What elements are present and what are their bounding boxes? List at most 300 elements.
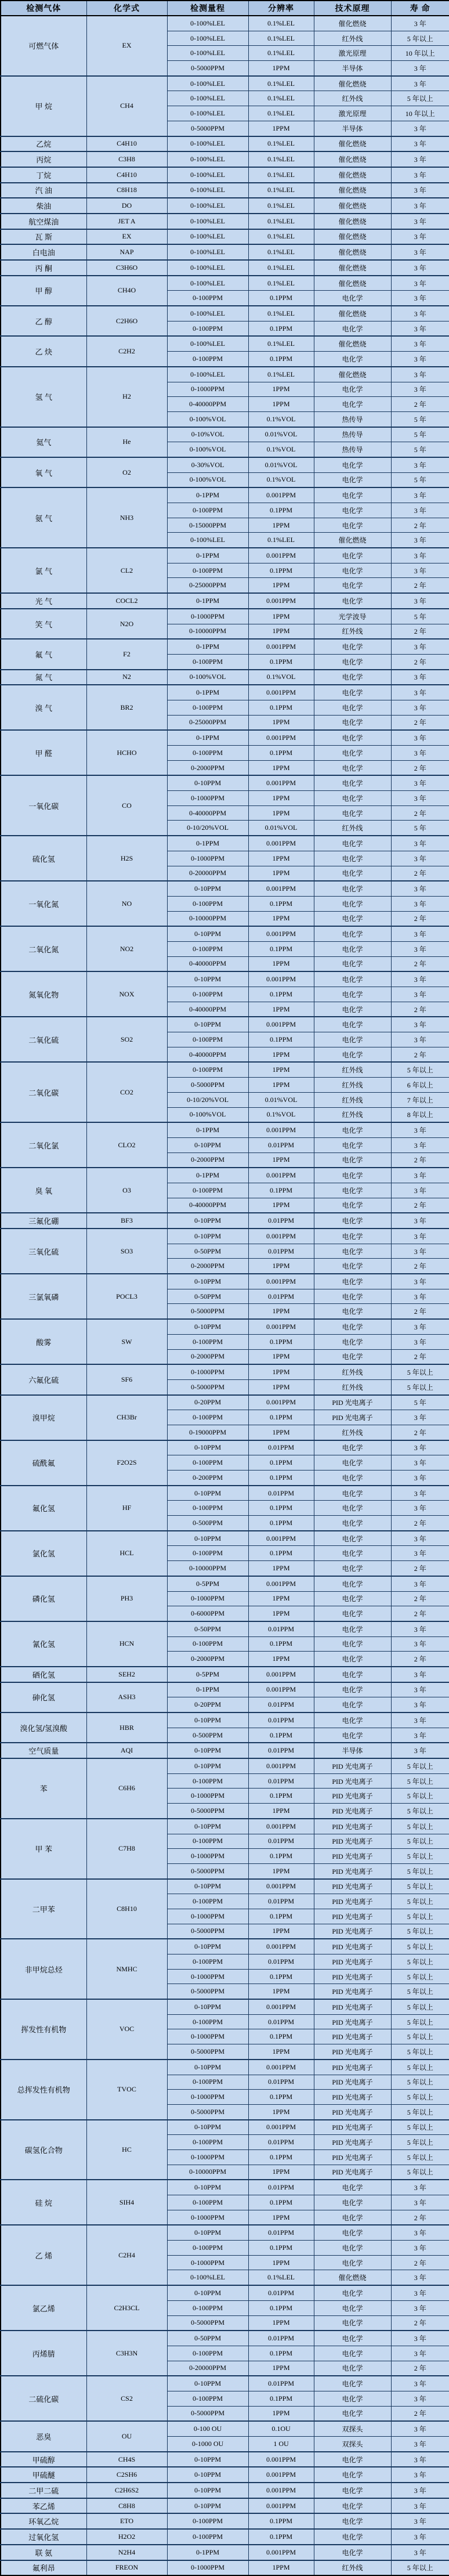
spec-row: [1, 1364, 449, 1379]
spec-row: [1, 1229, 449, 1244]
formula-cell: SO3: [86, 1229, 167, 1274]
resolution-cell: 0.001PPM: [248, 685, 314, 700]
lifetime-cell: 3 年: [391, 1122, 449, 1137]
lifetime-cell: 3 年: [391, 1471, 449, 1486]
resolution-cell: 0.1PPM: [248, 1849, 314, 1864]
lifetime-cell: 3 年: [391, 1576, 449, 1591]
gas-name-cell: 氟利昂: [1, 2560, 86, 2576]
lifetime-cell: 3 年: [391, 2195, 449, 2210]
formula-cell: C4H10: [86, 136, 167, 152]
gas-name-cell: 二氧化硫: [1, 1017, 86, 1062]
range-cell: 0-100PPM: [167, 941, 248, 956]
principle-cell: 光学波导: [314, 609, 391, 624]
principle-cell: PID 光电离子: [314, 1758, 391, 1773]
resolution-cell: 0.1%LEL: [248, 367, 314, 382]
lifetime-cell: 3 年: [391, 136, 449, 152]
principle-cell: 催化燃烧: [314, 136, 391, 152]
spec-row: [1, 1122, 449, 1137]
gas-name-cell: 笑 气: [1, 609, 86, 639]
lifetime-cell: 3 年: [391, 1229, 449, 1244]
range-cell: 0-10/20%VOL: [167, 821, 248, 836]
resolution-cell: 0.1PPM: [248, 1516, 314, 1531]
resolution-cell: 0.001PPM: [248, 1017, 314, 1032]
range-cell: 0-1PPM: [167, 548, 248, 563]
formula-cell: F2: [86, 639, 167, 669]
resolution-cell: 1PPM: [248, 851, 314, 866]
lifetime-cell: 2 年: [391, 1002, 449, 1017]
principle-cell: 热传导: [314, 442, 391, 457]
resolution-cell: 0.001PPM: [248, 2483, 314, 2498]
principle-cell: 电化学: [314, 2255, 391, 2270]
range-cell: 0-1000PPM: [167, 2210, 248, 2225]
formula-cell: SF6: [86, 1364, 167, 1394]
resolution-cell: 0.1PPM: [248, 1789, 314, 1804]
principle-cell: 电化学: [314, 563, 391, 578]
principle-cell: 电化学: [314, 956, 391, 971]
resolution-cell: 0.1%LEL: [248, 46, 314, 61]
range-cell: 0-1000PPM: [167, 2255, 248, 2270]
resolution-cell: 0.01PPM: [248, 2180, 314, 2195]
range-cell: 0-100PPM: [167, 321, 248, 336]
principle-cell: 电化学: [314, 1334, 391, 1349]
principle-cell: 激光原理: [314, 106, 391, 121]
principle-cell: 催化燃烧: [314, 336, 391, 351]
lifetime-cell: 5 年以上: [391, 1999, 449, 2014]
spec-row: [1, 1213, 449, 1229]
principle-cell: 红外线: [314, 624, 391, 639]
principle-cell: 电化学: [314, 1229, 391, 1244]
range-cell: 0-1000PPM: [167, 2560, 248, 2576]
resolution-cell: 1PPM: [248, 382, 314, 397]
range-cell: 0-100PPM: [167, 1334, 248, 1349]
header-row: [1, 1, 449, 16]
formula-cell: C8H10: [86, 1879, 167, 1939]
spec-row: [1, 214, 449, 229]
resolution-cell: 0.001PPM: [248, 2467, 314, 2483]
range-cell: 0-1000PPM: [167, 382, 248, 397]
formula-cell: C2H2: [86, 336, 167, 366]
lifetime-cell: 5 年以上: [391, 1789, 449, 1804]
principle-cell: PID 光电离子: [314, 1999, 391, 2014]
resolution-cell: 0.001PPM: [248, 2545, 314, 2560]
lifetime-cell: 3 年: [391, 2241, 449, 2256]
principle-cell: 电化学: [314, 2225, 391, 2240]
range-cell: 0-5000PPM: [167, 61, 248, 76]
range-cell: 0-10PPM: [167, 1229, 248, 1244]
resolution-cell: 1 OU: [248, 2437, 314, 2452]
range-cell: 0-100%VOL: [167, 670, 248, 685]
spec-row: [1, 151, 449, 167]
lifetime-cell: 3 年: [391, 1032, 449, 1047]
principle-cell: PID 光电离子: [314, 1939, 391, 1954]
gas-name-cell: 乙 烯: [1, 2225, 86, 2285]
lifetime-cell: 3 年: [391, 2421, 449, 2436]
principle-cell: 电化学: [314, 2315, 391, 2331]
lifetime-cell: 3 年: [391, 533, 449, 548]
lifetime-cell: 3 年: [391, 896, 449, 911]
lifetime-cell: 2 年: [391, 1516, 449, 1531]
formula-cell: C8H8: [86, 2498, 167, 2514]
range-cell: 0-10000PPM: [167, 2165, 248, 2180]
resolution-cell: 0.1%LEL: [248, 136, 314, 152]
spec-row: [1, 457, 449, 472]
lifetime-cell: 2 年: [391, 1606, 449, 1621]
resolution-cell: 1PPM: [248, 956, 314, 971]
range-cell: 0-20PPM: [167, 1697, 248, 1712]
formula-cell: H2S: [86, 836, 167, 881]
resolution-cell: 0.001PPM: [248, 487, 314, 503]
formula-cell: C2H6O: [86, 306, 167, 336]
spec-row: [1, 730, 449, 745]
resolution-cell: 0.01PPM: [248, 1137, 314, 1152]
table-body: [1, 16, 449, 2575]
principle-cell: 电化学: [314, 775, 391, 790]
range-cell: 0-50PPM: [167, 1621, 248, 1636]
principle-cell: 半导体: [314, 61, 391, 76]
lifetime-cell: 5 年: [391, 427, 449, 442]
lifetime-cell: 3 年: [391, 593, 449, 609]
gas-name-cell: 乙 醇: [1, 306, 86, 336]
lifetime-cell: 3 年: [391, 2346, 449, 2361]
formula-cell: BR2: [86, 685, 167, 730]
lifetime-cell: 3 年: [391, 563, 449, 578]
resolution-cell: 0.1PPM: [248, 941, 314, 956]
resolution-cell: 0.001PPM: [248, 2060, 314, 2075]
range-cell: 0-40000PPM: [167, 1047, 248, 1062]
range-cell: 0-40000PPM: [167, 397, 248, 412]
gas-name-cell: 六氟化硫: [1, 1364, 86, 1394]
lifetime-cell: 5 年: [391, 411, 449, 427]
lifetime-cell: 2 年: [391, 956, 449, 971]
resolution-cell: 0.001PPM: [248, 1395, 314, 1410]
lifetime-cell: 3 年: [391, 791, 449, 806]
gas-name-cell: 二氧化碳: [1, 1062, 86, 1122]
range-cell: 0-10PPM: [167, 2376, 248, 2391]
principle-cell: 电化学: [314, 2300, 391, 2315]
lifetime-cell: 5 年以上: [391, 1364, 449, 1379]
principle-cell: 电化学: [314, 941, 391, 956]
formula-cell: CH4S: [86, 2452, 167, 2467]
resolution-cell: 0.1%LEL: [248, 91, 314, 106]
lifetime-cell: 3 年: [391, 2225, 449, 2240]
resolution-cell: 0.001PPM: [248, 1758, 314, 1773]
lifetime-cell: 3 年: [391, 151, 449, 167]
resolution-cell: 1PPM: [248, 2165, 314, 2180]
principle-cell: 电化学: [314, 639, 391, 654]
lifetime-cell: 5 年以上: [391, 1879, 449, 1894]
principle-cell: PID 光电离子: [314, 1804, 391, 1819]
resolution-cell: 0.01PPM: [248, 1244, 314, 1259]
lifetime-cell: 5 年: [391, 1395, 449, 1410]
spec-row: [1, 1531, 449, 1546]
lifetime-cell: 3 年: [391, 1546, 449, 1561]
range-cell: 0-100PPM: [167, 1410, 248, 1425]
lifetime-cell: 3 年: [391, 1319, 449, 1334]
principle-cell: 电化学: [314, 896, 391, 911]
lifetime-cell: 3 年: [391, 2331, 449, 2346]
gas-name-cell: 苯乙烯: [1, 2498, 86, 2514]
resolution-cell: 0.1%LEL: [248, 151, 314, 167]
gas-name-cell: 氰化氢: [1, 1621, 86, 1667]
spec-row: [1, 1939, 449, 1954]
range-cell: 0-100PPM: [167, 2529, 248, 2545]
spec-row: [1, 2560, 449, 2576]
gas-name-cell: 硒化氢: [1, 1667, 86, 1682]
lifetime-cell: 3 年: [391, 198, 449, 214]
principle-cell: 热传导: [314, 427, 391, 442]
principle-cell: 电化学: [314, 1697, 391, 1712]
lifetime-cell: 5 年以上: [391, 2120, 449, 2135]
range-cell: 0-10PPM: [167, 1531, 248, 1546]
principle-cell: PID 光电离子: [314, 1819, 391, 1834]
lifetime-cell: 5 年以上: [391, 2029, 449, 2044]
principle-cell: 电化学: [314, 2452, 391, 2467]
range-cell: 0-100%LEL: [167, 106, 248, 121]
lifetime-cell: 3 年: [391, 336, 449, 351]
spec-row: [1, 685, 449, 700]
range-cell: 0-10000PPM: [167, 1561, 248, 1576]
lifetime-cell: 5 年: [391, 821, 449, 836]
principle-cell: PID 光电离子: [314, 2090, 391, 2105]
lifetime-cell: 3 年: [391, 639, 449, 654]
range-cell: 0-1000PPM: [167, 609, 248, 624]
range-cell: 0-2000PPM: [167, 760, 248, 775]
principle-cell: 电化学: [314, 457, 391, 472]
lifetime-cell: 2 年: [391, 624, 449, 639]
range-cell: 0-5000PPM: [167, 2315, 248, 2331]
formula-cell: NO2: [86, 926, 167, 971]
formula-cell: N2: [86, 670, 167, 685]
resolution-cell: 1PPM: [248, 805, 314, 821]
resolution-cell: 1PPM: [248, 911, 314, 926]
range-cell: 0-100%LEL: [167, 367, 248, 382]
principle-cell: 电化学: [314, 1349, 391, 1364]
principle-cell: PID 光电离子: [314, 1984, 391, 1999]
resolution-cell: 0.1PPM: [248, 563, 314, 578]
formula-cell: C3H8: [86, 151, 167, 167]
lifetime-cell: 3 年: [391, 2437, 449, 2452]
lifetime-cell: 5 年以上: [391, 1984, 449, 1999]
spec-row: [1, 926, 449, 941]
lifetime-cell: 5 年: [391, 609, 449, 624]
lifetime-cell: 2 年: [391, 397, 449, 412]
principle-cell: 电化学: [314, 1304, 391, 1319]
resolution-cell: 1PPM: [248, 1561, 314, 1576]
spec-row: [1, 183, 449, 198]
principle-cell: 电化学: [314, 1168, 391, 1183]
lifetime-cell: 2 年: [391, 2255, 449, 2270]
range-cell: 0-100PPM: [167, 2195, 248, 2210]
spec-row: [1, 244, 449, 260]
principle-cell: 电化学: [314, 1546, 391, 1561]
lifetime-cell: 2 年: [391, 715, 449, 730]
principle-cell: 电化学: [314, 760, 391, 775]
range-cell: 0-100PPM: [167, 1062, 248, 1077]
lifetime-cell: 3 年: [391, 1697, 449, 1712]
principle-cell: 电化学: [314, 866, 391, 881]
principle-cell: 电化学: [314, 971, 391, 987]
range-cell: 0-10PPM: [167, 1879, 248, 1894]
lifetime-cell: 3 年: [391, 2285, 449, 2300]
range-cell: 0-5000PPM: [167, 1379, 248, 1394]
lifetime-cell: 3 年: [391, 2483, 449, 2498]
range-cell: 0-100%LEL: [167, 276, 248, 291]
gas-name-cell: 丙烷: [1, 151, 86, 167]
principle-cell: 电化学: [314, 1440, 391, 1455]
range-cell: 0-1000 OU: [167, 2437, 248, 2452]
range-cell: 0-100PPM: [167, 1455, 248, 1471]
formula-cell: C4H10: [86, 167, 167, 183]
spec-row: [1, 2545, 449, 2560]
range-cell: 0-100%LEL: [167, 533, 248, 548]
formula-cell: HCN: [86, 1621, 167, 1667]
range-cell: 0-1000PPM: [167, 1969, 248, 1984]
lifetime-cell: 3 年: [391, 1017, 449, 1032]
range-cell: 0-5000PPM: [167, 1984, 248, 1999]
principle-cell: 电化学: [314, 2529, 391, 2545]
lifetime-cell: 2 年: [391, 805, 449, 821]
formula-cell: SO2: [86, 1017, 167, 1062]
range-cell: 0-100%LEL: [167, 183, 248, 198]
lifetime-cell: 3 年: [391, 2270, 449, 2285]
resolution-cell: 0.1PPM: [248, 987, 314, 1002]
range-cell: 0-10PPM: [167, 1440, 248, 1455]
lifetime-cell: 3 年: [391, 487, 449, 503]
resolution-cell: 0.01PPM: [248, 1621, 314, 1636]
resolution-cell: 0.001PPM: [248, 1168, 314, 1183]
lifetime-cell: 3 年: [391, 941, 449, 956]
lifetime-cell: 3 年: [391, 2467, 449, 2483]
principle-cell: 电化学: [314, 881, 391, 896]
gas-name-cell: 甲 烷: [1, 76, 86, 136]
spec-row: [1, 136, 449, 152]
range-cell: 0-10PPM: [167, 1137, 248, 1152]
spec-row: [1, 76, 449, 91]
principle-cell: 电化学: [314, 1274, 391, 1289]
resolution-cell: 0.01%VOL: [248, 821, 314, 836]
resolution-cell: 0.1PPM: [248, 2346, 314, 2361]
resolution-cell: 0.01PPM: [248, 2285, 314, 2300]
formula-cell: C2H4: [86, 2225, 167, 2285]
range-cell: 0-10PPM: [167, 775, 248, 790]
principle-cell: 电化学: [314, 382, 391, 397]
formula-cell: C7H8: [86, 1819, 167, 1879]
lifetime-cell: 2 年: [391, 2361, 449, 2376]
resolution-cell: 0.01%VOL: [248, 457, 314, 472]
lifetime-cell: 5 年以上: [391, 1939, 449, 1954]
spec-row: [1, 1743, 449, 1758]
range-cell: 0-100%LEL: [167, 167, 248, 183]
resolution-cell: 0.1PPM: [248, 1636, 314, 1652]
resolution-cell: 1PPM: [248, 1804, 314, 1819]
range-cell: 0-500PPM: [167, 1728, 248, 1743]
range-cell: 0-5000PPM: [167, 2044, 248, 2060]
lifetime-cell: 3 年: [391, 457, 449, 472]
lifetime-cell: 5 年以上: [391, 2014, 449, 2029]
resolution-cell: 1PPM: [248, 1198, 314, 1213]
principle-cell: 激光原理: [314, 46, 391, 61]
principle-cell: 电化学: [314, 2391, 391, 2406]
range-cell: 0-10PPM: [167, 2120, 248, 2135]
resolution-cell: 0.001PPM: [248, 1274, 314, 1289]
formula-cell: CH4: [86, 76, 167, 136]
principle-cell: 电化学: [314, 836, 391, 851]
formula-cell: VOC: [86, 1999, 167, 2060]
resolution-cell: 0.1%LEL: [248, 229, 314, 245]
lifetime-cell: 3 年: [391, 382, 449, 397]
gas-name-cell: 一氧化氮: [1, 881, 86, 926]
formula-cell: HC: [86, 2120, 167, 2180]
lifetime-cell: 5 年以上: [391, 1894, 449, 1909]
lifetime-cell: 3 年: [391, 2452, 449, 2467]
range-cell: 0-100PPM: [167, 1894, 248, 1909]
range-cell: 0-100%LEL: [167, 151, 248, 167]
range-cell: 0-100%LEL: [167, 306, 248, 321]
gas-name-cell: 氟 气: [1, 639, 86, 669]
lifetime-cell: 2 年: [391, 1152, 449, 1168]
formula-cell: C2H3CL: [86, 2285, 167, 2331]
lifetime-cell: 3 年: [391, 1531, 449, 1546]
range-cell: 0-100%LEL: [167, 244, 248, 260]
resolution-cell: 0.01PPM: [248, 1954, 314, 1970]
formula-cell: FREON: [86, 2560, 167, 2576]
range-cell: 0-100PPM: [167, 291, 248, 306]
range-cell: 0-1000PPM: [167, 1364, 248, 1379]
principle-cell: 电化学: [314, 1017, 391, 1032]
resolution-cell: 0.001PPM: [248, 1122, 314, 1137]
resolution-cell: 0.001PPM: [248, 1531, 314, 1546]
lifetime-cell: 3 年: [391, 971, 449, 987]
lifetime-cell: 2 年: [391, 2315, 449, 2331]
resolution-cell: 1PPM: [248, 1984, 314, 1999]
lifetime-cell: 3 年: [391, 367, 449, 382]
resolution-cell: 0.1%LEL: [248, 183, 314, 198]
range-cell: 0-100%LEL: [167, 16, 248, 31]
resolution-cell: 0.001PPM: [248, 1229, 314, 1244]
column-header-range: 检测量程: [167, 1, 248, 16]
formula-cell: BF3: [86, 1213, 167, 1229]
formula-cell: PH3: [86, 1576, 167, 1621]
resolution-cell: 1PPM: [248, 1591, 314, 1606]
range-cell: 0-100%LEL: [167, 46, 248, 61]
spec-row: [1, 260, 449, 276]
gas-name-cell: 三氟化硼: [1, 1213, 86, 1229]
resolution-cell: 1PPM: [248, 1606, 314, 1621]
resolution-cell: 1PPM: [248, 1379, 314, 1394]
spec-row: [1, 670, 449, 685]
range-cell: 0-5000PPM: [167, 121, 248, 136]
range-cell: 0-100PPM: [167, 2346, 248, 2361]
lifetime-cell: 3 年: [391, 1636, 449, 1652]
lifetime-cell: 3 年: [391, 851, 449, 866]
lifetime-cell: 3 年: [391, 291, 449, 306]
resolution-cell: 0.1%LEL: [248, 31, 314, 46]
formula-cell: POCL3: [86, 1274, 167, 1319]
lifetime-cell: 2 年: [391, 1047, 449, 1062]
formula-cell: TVOC: [86, 2060, 167, 2120]
resolution-cell: 0.1%LEL: [248, 2270, 314, 2285]
range-cell: 0-100PPM: [167, 987, 248, 1002]
principle-cell: PID 光电离子: [314, 1954, 391, 1970]
resolution-cell: 0.1PPM: [248, 700, 314, 715]
principle-cell: 双探头: [314, 2421, 391, 2436]
principle-cell: 电化学: [314, 1712, 391, 1728]
lifetime-cell: 3 年: [391, 775, 449, 790]
spec-row: [1, 1712, 449, 1728]
principle-cell: 电化学: [314, 1244, 391, 1259]
gas-name-cell: 氯 气: [1, 548, 86, 593]
spec-row: [1, 2331, 449, 2346]
